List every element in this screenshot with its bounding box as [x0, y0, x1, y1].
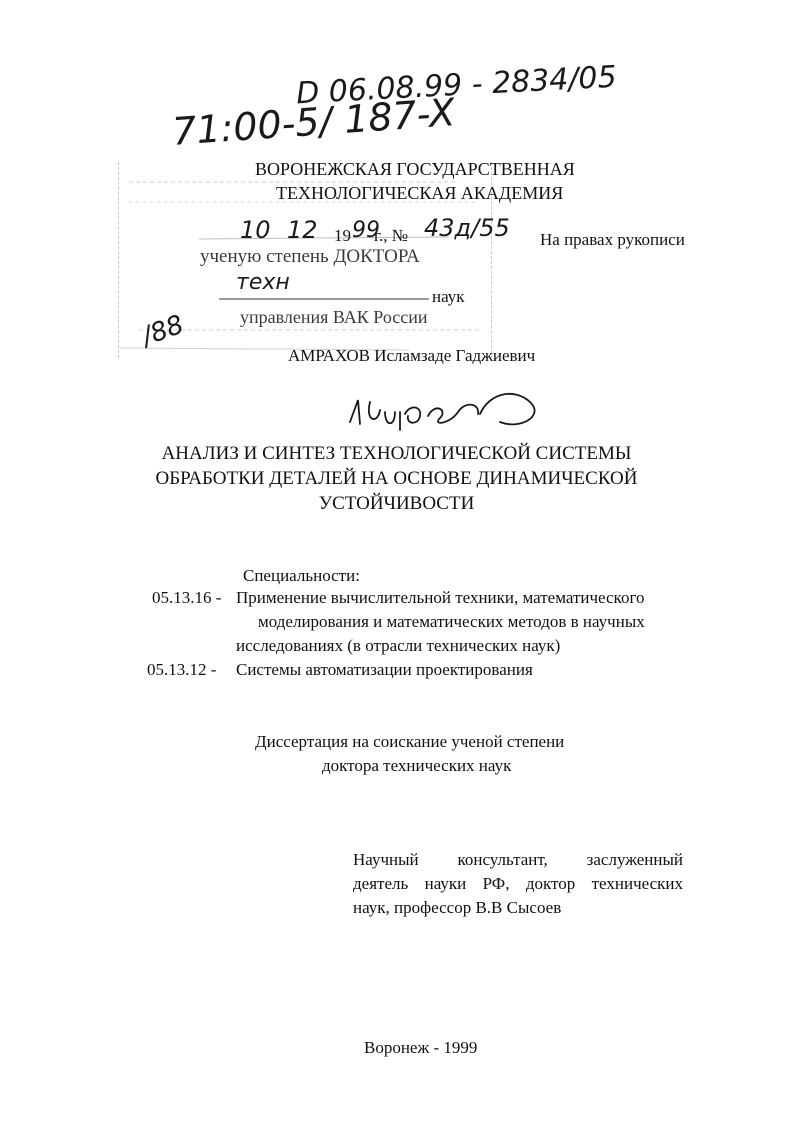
stamp-field-suffix: наук: [432, 287, 465, 306]
consultant-line3: наук, профессор В.В Сысоев: [353, 898, 562, 917]
specialty-description-line: исследованиях (в отрасли технических наук): [236, 636, 561, 655]
stamp-date-year-suffix: 99: [352, 218, 380, 243]
specialty-code: 05.13.12 -: [147, 660, 217, 679]
dissertation-statement-line1: Диссертация на соискание ученой степени: [255, 732, 565, 751]
specialty-description-line: Системы автоматизации проектирования: [236, 660, 533, 679]
place-year: Воронеж - 1999: [364, 1038, 478, 1057]
specialty-code: 05.13.16 -: [152, 588, 222, 607]
stamp-field-handwritten: техн: [236, 270, 290, 295]
specialty-description-line: моделирования и математических методов в научных: [258, 612, 645, 631]
registration-number: D 06.08.99 - 2834/05: [295, 59, 618, 112]
author-name: АМРАХОВ Исламзаде Гаджиевич: [288, 346, 536, 365]
rights-note: На правах рукописи: [540, 230, 685, 249]
dissertation-title-line3: УСТОЙЧИВОСТИ: [318, 493, 475, 514]
consultant-line2: деятель науки РФ, доктор технических: [353, 874, 683, 893]
specialty-description-line: Применение вычислительной техники, математического: [236, 588, 645, 607]
stamp-date-year-prefix: 19: [334, 226, 351, 245]
stamp-decision-number: 43д/55: [424, 214, 510, 242]
org-name-line1: ВОРОНЕЖСКАЯ ГОСУДАРСТВЕННАЯ: [255, 159, 575, 179]
stamp-date-unit: г., №: [374, 226, 409, 245]
stamp-date-month: 12: [287, 216, 318, 244]
author-signature: [340, 382, 560, 442]
org-name-line2: ТЕХНОЛОГИЧЕСКАЯ АКАДЕМИЯ: [276, 183, 564, 203]
stamp-side-mark: /88: [138, 309, 188, 353]
specialties-heading: Специальности:: [243, 566, 360, 585]
consultant-line1: Научный консультант, заслуженный: [353, 850, 683, 869]
stamp-authority: управления ВАК России: [240, 307, 428, 327]
stamp-date-day: 10: [240, 216, 271, 244]
stamp-degree: ученую степень ДОКТОРА: [200, 246, 420, 267]
dissertation-title-line1: АНАЛИЗ И СИНТЕЗ ТЕХНОЛОГИЧЕСКОЙ СИСТЕМЫ: [161, 443, 632, 464]
catalog-number: 71:00-5/ 187-X: [170, 90, 457, 154]
dissertation-title-line2: ОБРАБОТКИ ДЕТАЛЕЙ НА ОСНОВЕ ДИНАМИЧЕСКОЙ: [155, 468, 638, 489]
dissertation-statement-line2: доктора технических наук: [322, 756, 512, 775]
